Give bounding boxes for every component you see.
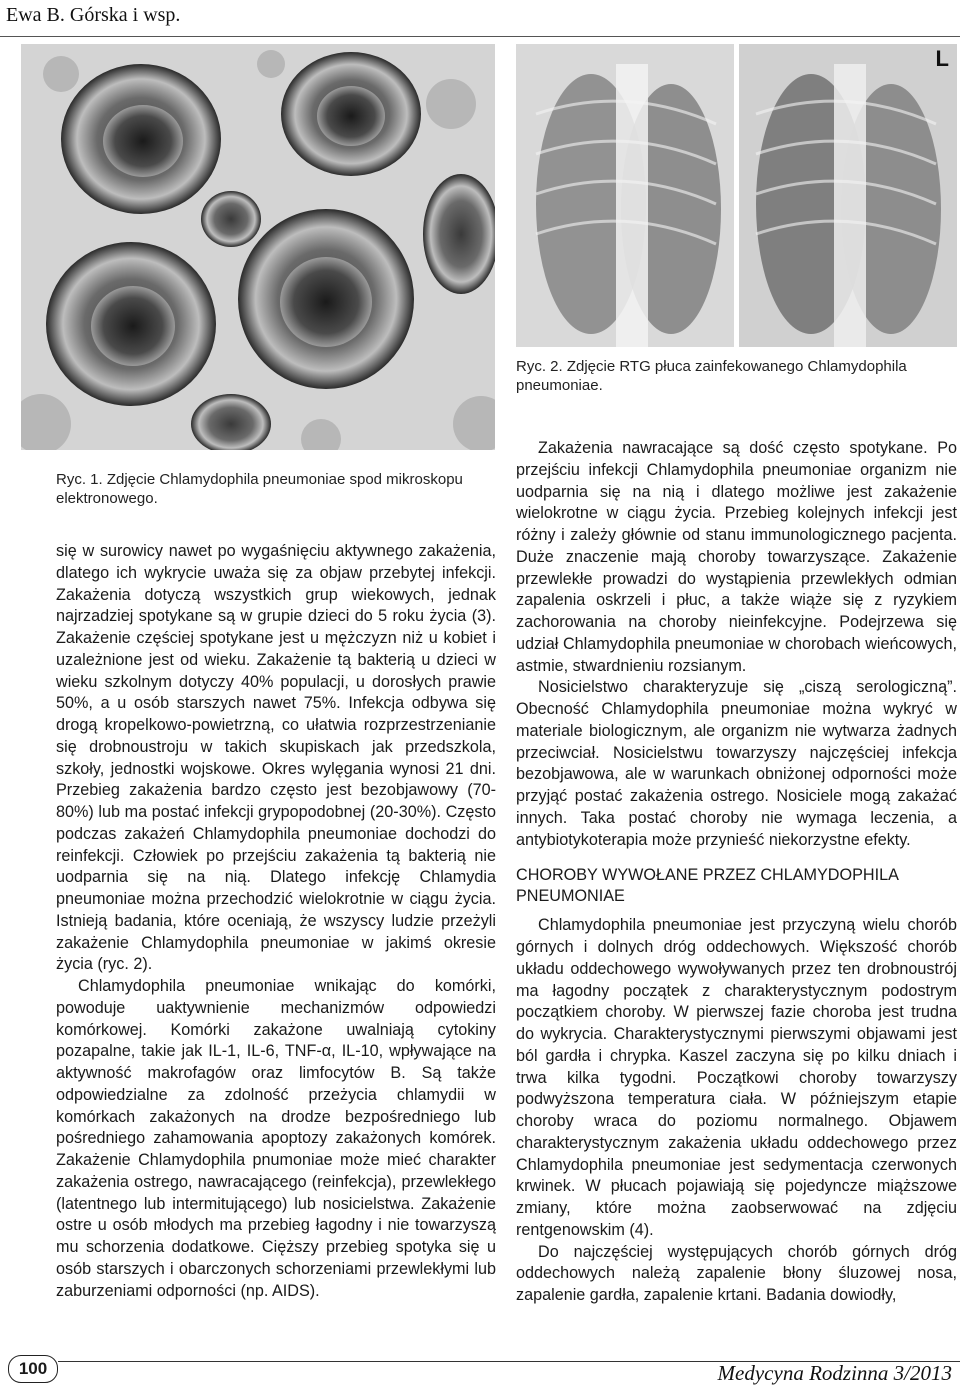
figure-2-caption: Ryc. 2. Zdjęcie RTG płuca zainfekowanego Chlamydophila pneumoniae. — [516, 358, 907, 394]
page-number: 100 — [8, 1355, 58, 1383]
right-column — [516, 438, 957, 1307]
right-paragraph-1: Zakażenia nawracające są dość często spotykane. Po przejściu infekcji Chlamydophila pneumoniae organizm nie uodparnia się na nią i dlatego możliwe jest zakażenie wielokrotne w ciągu życia. Przebieg kolejnych infekcji jest różny i zależy głównie od stanu immunologicznego pacjenta. Duże znaczenie mają choroby towarzyszące. Zakażenie przewlekłe prowadzi do wystąpienia przewlekłych odmian zapalenia oskrzeli i płuc, a także wiąże się z ryzykiem zachorowania na choroby nieinfekcyjne. Podejrzewa się udział Chlamydophila pneumoniae w chorobach wieńcowych, astmie, stwardnieniu rozsianym. — [516, 439, 957, 675]
running-header-author: Ewa B. Górska i wsp. — [6, 4, 181, 26]
xray-side-marker: L — [935, 46, 949, 71]
figure-chest-xray — [516, 44, 957, 347]
figure-micrograph — [21, 44, 495, 450]
micrograph-image — [21, 44, 495, 450]
right-paragraph-3: Chlamydophila pneumoniae jest przyczyną wielu chorób górnych i dolnych dróg oddechowych. Większość chorób układu oddechowego wywoływanych przez ten drobnoustrój ma łagodny początek z charakterystycznym podostrym początkiem choroby. W pierwszej fazie choroba jest trudna do wykrycia. Charakterystycznymi pierwszymi objawami jest ból gardła i chrypka. Kaszel zaczyna się po kilku dniach i trwa kilka tygodni. Początkowi choroby towarzyszy podwyższona temperatura ciała. W późniejszym etapie choroby wraca do poziomu normalnego. Objawem charakterystycznym zakażenia układu oddechowego przez Chlamydophila pneumoniae jest sedymentacja czerwonych krwinek. W płucach pojawiają się pojedyncze miąższowe zmiany, które można zaobserwować na zdjęciu rentgenowskim (4). — [516, 916, 957, 1239]
right-paragraph-4: Do najczęściej występujących chorób górnych dróg oddechowych należą zapalenie błony śluzowej nosa, zapalenie gardła, zapalenie krtani. Badania dowiodły, — [516, 1242, 957, 1304]
left-paragraph-1: się w surowicy nawet po wygaśnięciu aktywnego zakażenia, dlatego ich wykrycie uważa się za objaw przebytej infekcji. Zakażenia dotyczą wszystkich grup wiekowych, jednak najrzadziej spotykane są w grupie dzieci do 5 roku życia (3). Zakażenie częściej spotykane jest u mężczyzn niż u kobiet i uzależnione jest od wieku. Zakażenie tą bakterią u dzieci w wieku szkolnym dotyczy 40% populacji, u dorosłych prawie 50%, a u osób starszych nawet 75%. Infekcja odbywa się drogą kropelkowo-powietrzną, co ułatwia rozprzestrzenianie się drobnoustroju w takich skupiskach jak przedszkola, szkoły, jednostki wojskowe. Okres wylęgania wynosi 21 dni. Przebieg zakażenia bardzo często jest bezobjawowy (70-80%) lub ma postać infekcji grypopodobnej (20-30%). Często podczas zakażeń Chlamydophila pneumoniae dochodzi do reinfekcji. Człowiek po przejściu zakażenia tą bakterią nie uodparnia się na nią. Dlatego infekcję Chlamydia pneumoniae można przechodzić wielokrotnie w ciągu życia. Istnieją badania, które oceniają, że wszyscy ludzie przeżyli zakażenie Chlamydophila pneumoniae w jakimś okresie życia (ryc. 2). — [56, 542, 496, 974]
left-column — [56, 541, 496, 1302]
figure-1-caption: Ryc. 1. Zdjęcie Chlamydophila pneumoniae spod mikroskopu elektronowego. — [56, 471, 463, 507]
right-paragraph-2: Nosicielstwo charakteryzuje się „ciszą serologiczną”. Obecność Chlamydophila pneumoniae można wykryć w materiale biologicznym, ale organizm nie wytwarza żadnych przeciwciał. Nosicielstwu towarzyszy najczęściej infekcja bezobjawowa, ale w warunkach obniżonej odporności może przyjąć postać zakażenia ostrego. Nosiciele mogą zakażać innych. Taka postać choroby nie wymaga leczenia, a antybiotykoterapia może przynieść niekorzystne efekty. — [516, 678, 957, 849]
left-paragraph-2: Chlamydophila pneumoniae wnikając do komórki, powoduje uaktywnienie mechanizmów odpowiedzi komórkowej. Komórki zakażone uwalniają cytokiny pozapalne, takie jak IL-1, IL-6, TNF-α, IL-10, wpływające na aktywność makrofagów oraz limfocytów B. Są także odpowiedzialne za zdolność przeżycia chlamydii w komórkach zakażonych na drodze bezpośredniego lub pośredniego zahamowania apoptozy zakażonych komórek. Zakażenie Chlamydophila pnumoniae może mieć charakter zakażenia ostrego, nawracającego (reinfekcja), przewlekłego (latentnego lub intermitującego) lub nosicielstwa. Zakażenie ostre u osób młodych ma przebieg łagodny i nie towarzyszą mu schorzenia dodatkowe. Cięższy przebieg spotyka się u osób starszych i obarczonych schorzeniami przewlekłymi lub zaburzeniami odporności (np. AIDS). — [56, 977, 496, 1300]
journal-name: Medycyna Rodzinna 3/2013 — [717, 1361, 952, 1385]
header-rule — [0, 36, 960, 37]
section-heading: CHOROBY WYWOŁANE PRZEZ CHLAMYDOPHILA PNEUMONIAE — [516, 866, 898, 906]
xray-image — [516, 44, 957, 347]
